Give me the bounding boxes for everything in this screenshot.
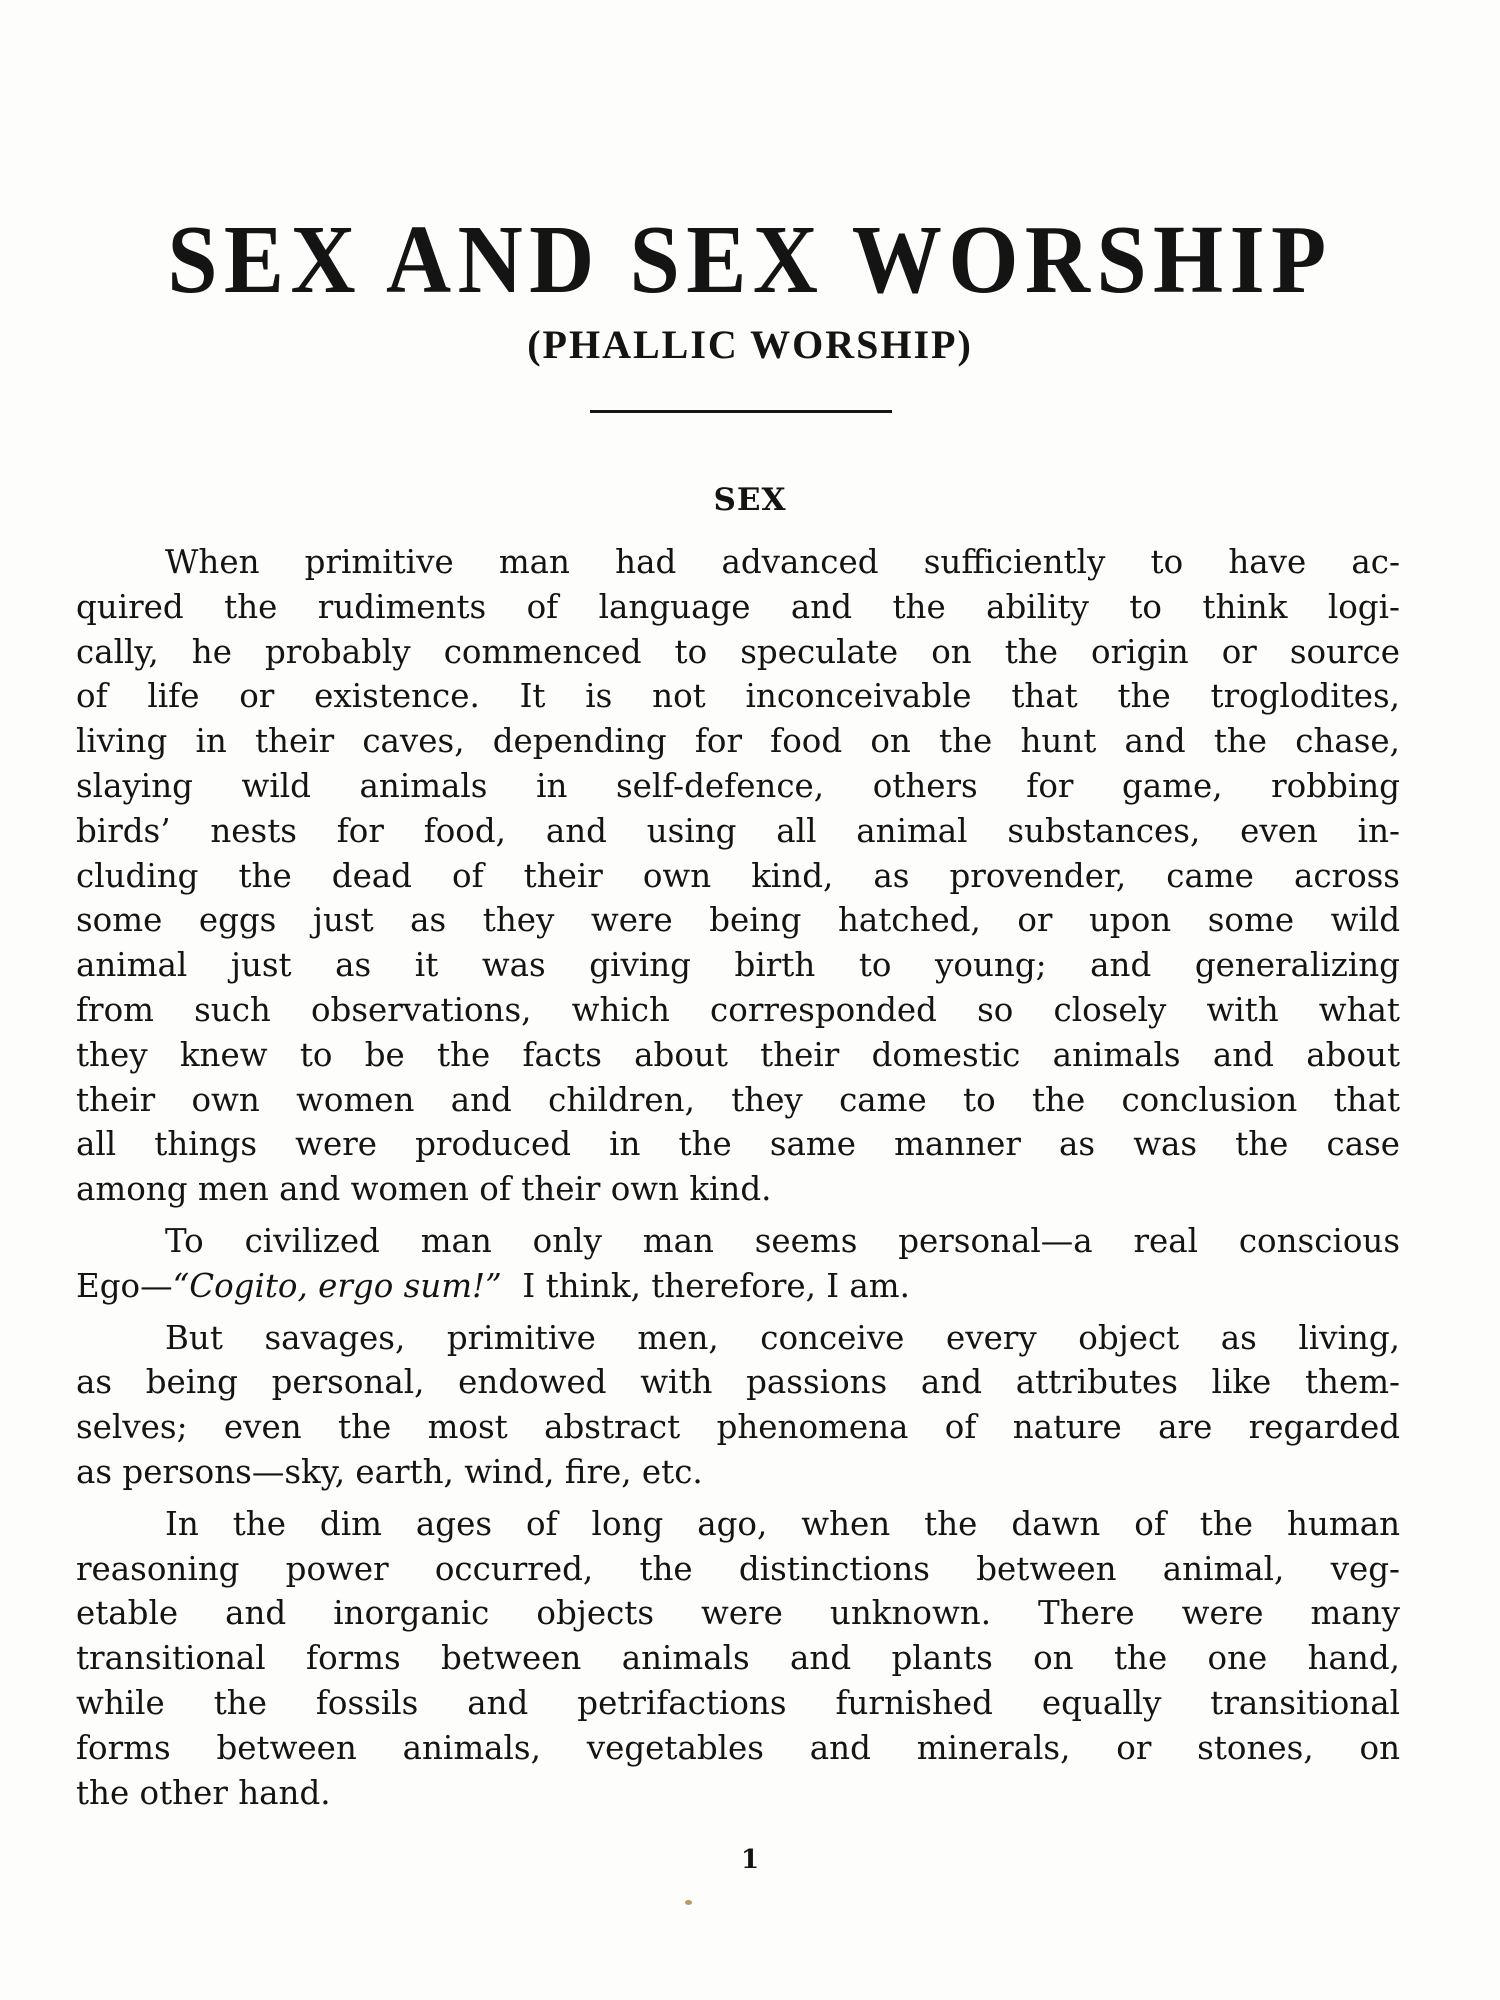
text-line: forms between animals, vegetables and minerals, or stones, on xyxy=(76,1728,1400,1767)
text-line: birds’ nests for food, and using all animal substances, even in- xyxy=(76,811,1400,850)
paragraph-3 xyxy=(76,1316,1400,1495)
page-title: SEX AND SEX WORSHIP xyxy=(167,206,1333,314)
text-line-cogito xyxy=(76,1264,1400,1309)
text-line: from such observations, which corresponded so closely with what xyxy=(76,990,1400,1029)
paper-speck xyxy=(685,1900,692,1905)
text-line: slaying wild animals in self-defence, others for game, robbing xyxy=(76,766,1400,805)
paragraph-2 xyxy=(76,1219,1400,1309)
text-line: In the dim ages of long ago, when the dawn of the human xyxy=(165,1504,1400,1543)
text-line: selves; even the most abstract phenomena of nature are regarded xyxy=(76,1408,1400,1447)
text-line: animal just as it was giving birth to young; and generalizing xyxy=(76,946,1400,985)
text-line: living in their caves, depending for food on the hunt and the chase, xyxy=(76,722,1400,761)
title-divider xyxy=(590,410,892,413)
text-line: etable and inorganic objects were unknown. There were many xyxy=(76,1594,1400,1633)
text-line: transitional forms between animals and plants on the one hand, xyxy=(76,1639,1400,1678)
paragraph-4 xyxy=(76,1502,1400,1816)
text-line: But savages, primitive men, conceive every object as living, xyxy=(165,1318,1400,1357)
latin-quote: “Cogito, ergo sum!” xyxy=(172,1266,502,1305)
text-line: they knew to be the facts about their domestic animals and about xyxy=(76,1035,1400,1074)
text-line: cluding the dead of their own kind, as provender, came across xyxy=(76,856,1400,895)
text-line: among men and women of their own kind. xyxy=(76,1170,772,1209)
text-line: while the fossils and petrifactions furnished equally transitional xyxy=(76,1683,1400,1722)
body-text xyxy=(76,540,1400,1815)
text-line: of life or existence. It is not inconceivable that the troglodites, xyxy=(76,677,1400,716)
text-line: When primitive man had advanced sufficiently to have ac- xyxy=(165,543,1400,581)
text-segment: Ego— xyxy=(76,1266,173,1305)
page-subtitle: (PHALLIC WORSHIP) xyxy=(527,322,973,367)
text-segment: I think, therefore, I am. xyxy=(501,1266,910,1305)
page-number: 1 xyxy=(740,1845,760,1875)
text-line: their own women and children, they came to the conclusion that xyxy=(76,1080,1400,1119)
text-line: reasoning power occurred, the distinctions between animal, veg- xyxy=(76,1549,1400,1588)
text-line: as being personal, endowed with passions and attributes like them- xyxy=(76,1363,1400,1402)
section-heading: SEX xyxy=(713,482,787,518)
text-line: the other hand. xyxy=(76,1773,331,1812)
text-line: some eggs just as they were being hatched, or upon some wild xyxy=(76,901,1400,940)
text-line: cally, he probably commenced to speculate on the origin or source xyxy=(76,632,1400,671)
paragraph-1 xyxy=(76,540,1400,1212)
text-line: quired the rudiments of language and the ability to think logi- xyxy=(76,587,1400,626)
text-line: To civilized man only man seems personal—a real conscious xyxy=(165,1221,1400,1260)
text-line: all things were produced in the same manner as was the case xyxy=(76,1125,1400,1164)
text-line: as persons—sky, earth, wind, fire, etc. xyxy=(76,1452,703,1491)
